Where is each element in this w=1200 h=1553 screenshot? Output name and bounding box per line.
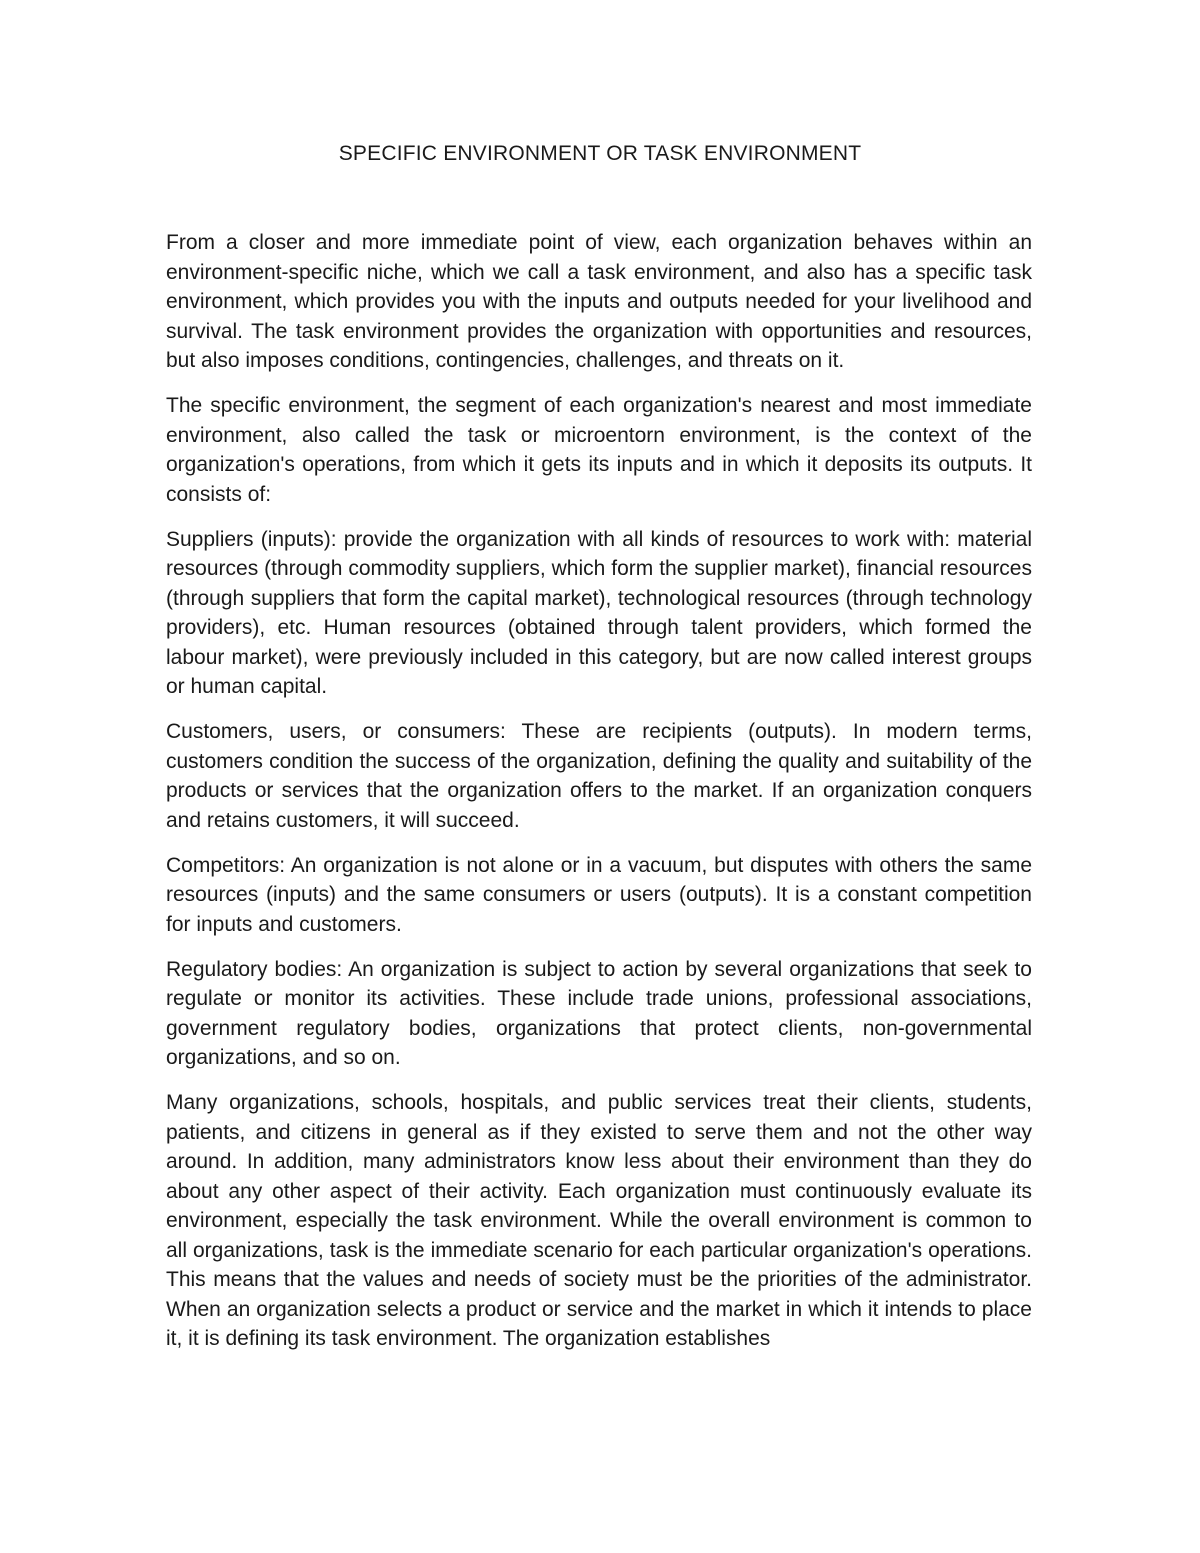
paragraph-suppliers: Suppliers (inputs): provide the organization with all kinds of resources to work with: material resources (through commodity suppliers, which form the supplier market), financial resources (through suppliers that form the capital market), technological resources (through technology providers), etc. Human resources (obtained through talent providers, which formed the labour market), were previously included in this category, but are now called interest groups or human capital.: [166, 527, 1032, 698]
paragraph-competitors: Competitors: An organization is not alone or in a vacuum, but disputes with others the same resources (inputs) and the same consumers or users (outputs). It is a constant competition for inputs and customers.: [166, 853, 1032, 936]
paragraph-specific-environment: The specific environment, the segment of each organization's nearest and most immediate environment, also called the task or microentorn environment, is the context of the organization's operations, from which it gets its inputs and in which it deposits its outputs. It consists of:: [166, 394, 1032, 506]
document-title: SPECIFIC ENVIRONMENT OR TASK ENVIRONMENT: [338, 142, 862, 165]
paragraph-customers: Customers, users, or consumers: These are recipients (outputs). In modern terms, customers condition the success of the organization, defining the quality and suitability of the products or services that the organization offers to the market. If an organization conquers and retains customers, it will succeed.: [166, 720, 1032, 832]
paragraph-intro: From a closer and more immediate point of view, each organization behaves within an environment-specific niche, which we call a task environment, and also has a specific task environment, which provides you with the inputs and outputs needed for your livelihood and survival. The task environment provides the organization with opportunities and resources, but also imposes conditions, contingencies, challenges, and threats on it.: [166, 231, 1032, 372]
paragraph-many-organizations: Many organizations, schools, hospitals, and public services treat their clients, students, patients, and citizens in general as if they existed to serve them and not the other way around. In addition, many administrators know less about their environment than they do about any other aspect of their activity. Each organization must continuously evaluate its environment, especially the task environment. While the overall environment is common to all organizations, task is the immediate scenario for each particular organization's operations. This means that the values and needs of society must be the priorities of the administrator. When an organization selects a product or service and the market in which it intends to place it, it is defining its task environment. The organization establishes: [166, 1091, 1032, 1350]
document-body: [166, 228, 1032, 1369]
paragraph-regulatory-bodies: Regulatory bodies: An organization is subject to action by several organizations that seek to regulate or monitor its activities. These include trade unions, professional associations, government regulatory bodies, organizations that protect clients, non-governmental organizations, and so on.: [166, 957, 1032, 1069]
